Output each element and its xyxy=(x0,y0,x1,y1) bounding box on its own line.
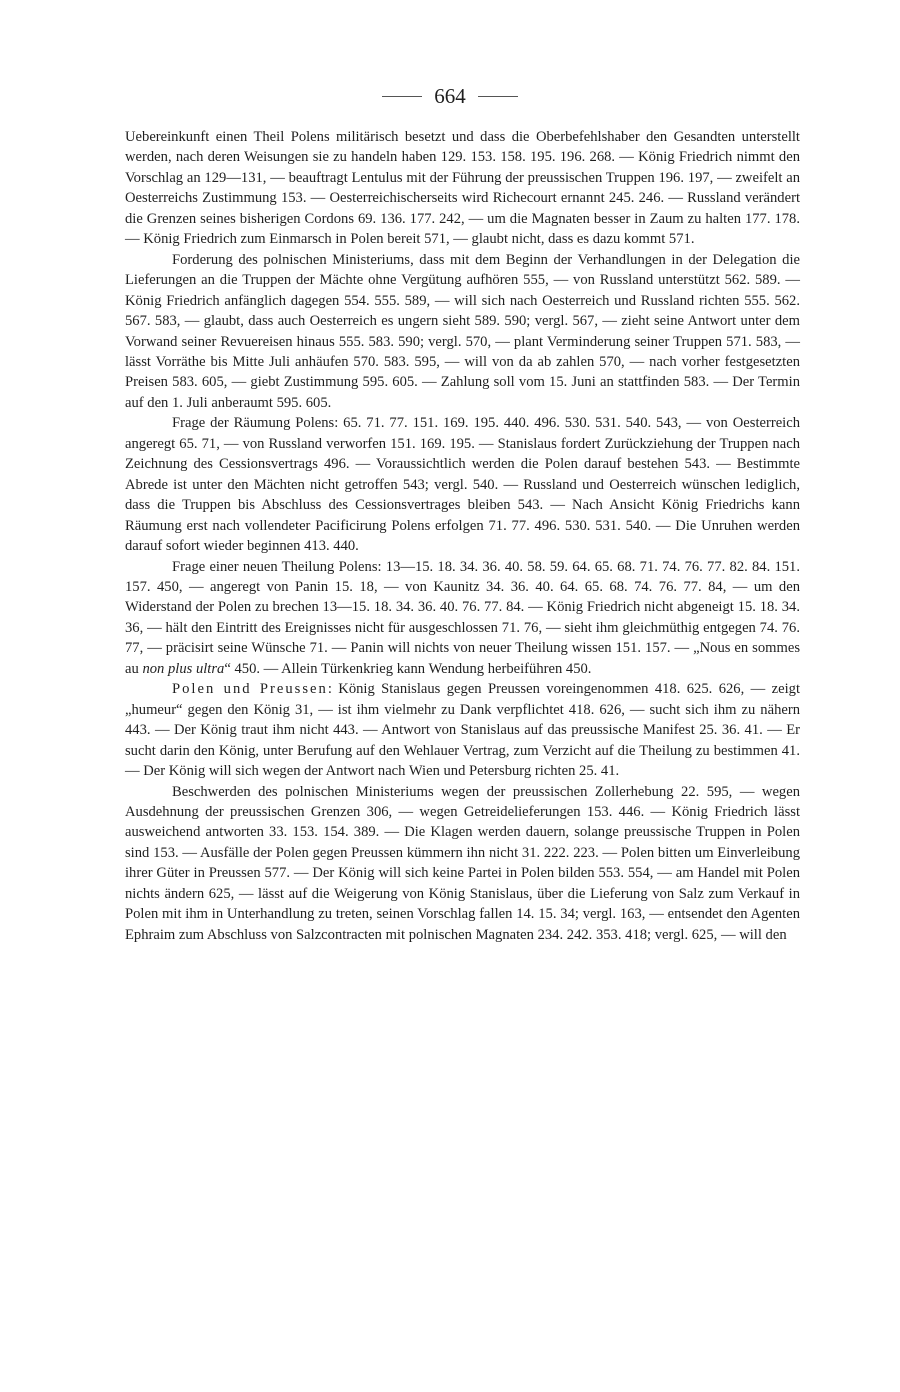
paragraph-new-partition xyxy=(125,557,800,680)
header-rule-right xyxy=(478,96,518,97)
paragraph-evacuation-question: Frage der Räumung Polens: 65. 71. 77. 151. 169. 195. 440. 496. 530. 531. 540. 543, — von Oesterreich angeregt 65. 71, — von Russland verworfen 151. 169. 195. — Stanislaus fordert Zurückziehung der Truppen nach Zeichnung des Cessionsvertrags 496. — Voraussichtlich werden die Polen darauf bestehen 543. — Bestimmte Abrede ist unter den Mächten nicht getroffen 543; vergl. 540. — Russland und Oesterreich wünschen lediglich, dass die Truppen bis Abschluss des Cessionsvertrages bleiben 543. — Nach Ansicht König Friedrichs kann Räumung erst nach vollendeter Pacificirung Polens erfolgen 71. 77. 496. 530. 531. 540. — Die Unruhen werden darauf sofort wieder beginnen 413. 440. xyxy=(125,415,800,555)
poland-prussia-text: : König Stanislaus gegen Preussen voreingenommen 418. 625. 626, — zeigt „humeur“ gegen den König 31, — ist ihm vielmehr zu Dank verpflichtet 418. 626, — sucht sich ihm zu nähern 443. — Der König traut ihm nicht 443. — Antwort von Stanislaus auf das preussische Manifest 25. 36. 41. — Er sucht darin den König, unter Berufung auf den Wehlauer Vertrag, zum Verzicht auf die Theilung zu bestimmen 41. — Der König will sich wegen der Antwort nach Wien und Petersburg richten 25. 41. xyxy=(125,681,800,780)
spaced-heading: Polen und Preussen xyxy=(172,681,328,698)
page-number: 664 xyxy=(434,84,466,108)
header-rule-left xyxy=(382,96,422,97)
paragraph-ministry-demand: Forderung des polnischen Ministeriums, dass mit dem Beginn der Verhandlungen in der Delegation die Lieferungen an die Truppen der Mächte ohne Vergütung aufhören 555, — von Russland unterstützt 562. 589. — König Friedrich anfänglich dagegen 554. 555. 589, — will sich nach Oesterreich und Russland richten 555. 562. 567. 583, — glaubt, dass auch Oesterreich es ungern sieht 589. 590; vergl. 567, — zieht seine Antwort unter dem Vorwand seiner Revuereisen hinaus 555. 583. 590; vergl. 570, — plant Verminderung seiner Truppen 571. 583, — lässt Vorräthe bis Mitte Juli anhäufen 570. 583. 595, — will von da ab zahlen 570, — nach vorher festgesetzten Preisen 583. 605, — giebt Zustimmung 595. 605. — Zahlung soll vom 15. Juni an stattfinden 583. — Der Termin auf den 1. Juli anberaumt 595. 605. xyxy=(125,251,800,411)
partition-text: Frage einer neuen Theilung Polens: 13—15. 18. 34. 36. 40. 58. 59. 64. 65. 68. 71. 74. 76. 77. 82. 84. 151. 157. 450, — angeregt von Panin 15. 18, — von Kaunitz 34. 36. 40. 64. 65. 68. 74. 76. 77. 84, — um den Widerstand der Polen zu brechen 13—15. 18. 34. 36. 40. 76. 77. 84. — König Friedrich nicht abgeneigt 15. 18. 34. 36, — hält den Eintritt des Ereignisses nicht für ausgeschlossen 71. 76, — sieht ihm gleichmüthig entgegen 74. 76. 77, — präcisirt seine Wünsche 71. — Panin will nichts von neuer Theilung wissen 151. 157. — „Nous en sommes au xyxy=(125,558,800,677)
partition-text-end: “ 450. — Allein Türkenkrieg kann Wendung herbeiführen 450. xyxy=(224,660,592,677)
index-text-body xyxy=(125,127,800,945)
paragraph-poland-prussia xyxy=(125,679,800,781)
paragraph-occupation-agreement: Uebereinkunft einen Theil Polens militärisch besetzt und dass die Oberbefehlshaber den Gesandten unterstellt werden, nach deren Weisungen sie zu handeln haben 129. 153. 158. 195. 196. 268. — König Friedrich nimmt den Vorschlag an 129—131, — beauftragt Lentulus mit der Führung der preussischen Truppen 196. 197, — zweifelt an Oesterreichs Zustimmung 153. — Oesterreichischerseits wird Richecourt ernannt 245. 246. — Russland verändert die Grenzen seines bisherigen Cordons 69. 136. 177. 242, — um die Magnaten besser in Zaum zu halten 177. 178. — König Friedrich zum Einmarsch in Polen bereit 571, — glaubt nicht, dass es dazu kommt 571. xyxy=(125,129,800,248)
page-header xyxy=(0,84,900,109)
paragraph-complaints: Beschwerden des polnischen Ministeriums wegen der preussischen Zollerhebung 22. 595, — wegen Ausdehnung der preussischen Grenzen 306, — wegen Getreidelieferungen 153. 446. — König Friedrich lässt ausweichend antworten 33. 153. 154. 389. — Die Klagen werden dauern, solange preussische Truppen in Polen sind 153. — Ausfälle der Polen gegen Preussen kümmern ihn nicht 31. 222. 223. — Polen bitten um Einverleibung ihrer Güter in Preussen 577. — Der König will sich keine Partei in Polen bilden 553. 554, — am Handel mit Polen nichts ändern 625, — lässt auf die Weigerung von König Stanislaus, über die Lieferung von Salz zum Verkauf in Polen mit ihm in Unterhandlung zu treten, seinen Vorschlag fallen 14. 15. 34; vergl. 163, — entsendet den Agenten Ephraim zum Abschluss von Salzcontracten mit polnischen Magnaten 234. 242. 353. 418; vergl. 625, — will den xyxy=(125,783,800,943)
italic-phrase: non plus ultra xyxy=(142,660,225,677)
